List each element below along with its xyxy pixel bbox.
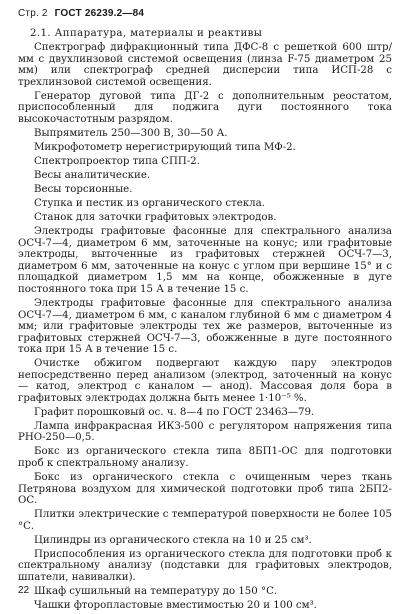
page-header <box>18 8 144 19</box>
paragraph: Шкаф сушильный на температуру до 150 °С. <box>34 585 278 597</box>
paragraph: Лампа инфракрасная ИКЗ-500 с регулятором напряжения типа РНО-250—0,5. <box>18 420 392 444</box>
paragraph: Ступка и пестик из органического стекла. <box>34 198 265 210</box>
paragraph: Микрофотометр нерегистрирующий типа МФ-2. <box>34 141 296 153</box>
paragraph: Электроды графитовые фасонные для спектрального анализа ОСЧ-7—4, диаметром 6 мм, заточенные на конус; или графитовые электроды, выточенные из графитовых стержней ОСЧ-7—3, диаметром 6 мм, заточенные на конус с углом при вершине 15° и с площадкой диаметром 1,5 мм на конце, обожженные в дуге постоянного тока при 15 А в течение 15 с. <box>18 226 392 295</box>
document-body <box>18 28 392 614</box>
paragraph: Спектропроектор типа СПП-2. <box>34 155 200 167</box>
paragraph: Графит порошковый ос. ч. 8—4 по ГОСТ 23463—79. <box>34 406 315 418</box>
page-number: 22 <box>18 585 30 596</box>
paragraph: Плитки электрические с температурой поверхности не более 105 °С. <box>18 509 392 532</box>
paragraph: Весы торсионные. <box>34 184 133 196</box>
paragraph: Бокс из органического стекла типа 8БП1-ОС для подготовки проб к спектральному анализу. <box>18 446 392 469</box>
paragraph: Электроды графитовые фасонные для спектрального анализа ОСЧ-7—4, диаметром 6 мм, с каналом глубиной 6 мм с диаметром 4 мм; или графитовые электроды тех же размеров, выточенные из графитовых стержней ОСЧ-7—3, обожженные в дуге постоянного тока при 15 А в течение 15 с. <box>18 298 392 356</box>
paragraph: Станок для заточки графитовых электродов. <box>34 212 277 224</box>
paragraph: Чашки фторопластовые вместимостью 20 и 100 см³. <box>34 599 317 611</box>
paragraph: Весы аналитические. <box>34 170 151 182</box>
paragraph: Спектрограф дифракционный типа ДФС-8 с решеткой 600 штр/мм с двухлинзовой системой освещения (линза F-75 диаметром 25 мм) или спектрограф средней дисперсии типа ИСП-28 с трехлинзовой системой освещения. <box>18 42 392 88</box>
standard-number: ГОСТ 26239.2—84 <box>54 8 145 19</box>
paragraph: Цилиндры из органического стекла на 10 и 25 см³. <box>34 534 312 546</box>
paragraph: Выпрямитель 250—300 В, 30—50 А. <box>34 127 228 139</box>
page-label: Стр. 2 <box>18 8 48 19</box>
paragraph: Генератор дуговой типа ДГ-2 с дополнительным реостатом, приспособленный для поджига дуги постоянного тока высокочастотным разрядом. <box>18 90 392 125</box>
section-heading: 2.1. Аппаратура, материалы и реактивы <box>30 28 263 39</box>
paragraph: Очистке обжигом подвергают каждую пару электродов непосредственно перед анализом (электрод, заточенный на конус — катод, электрод с каналом — анод). Массовая доля бора в графитовых электродах должна быть менее 1·10⁻⁵ %. <box>18 358 392 404</box>
paragraph: Бокс из органического стекла с очищенным через ткань Петрянова воздухом для химической подготовки проб типа 2БП2-ОС. <box>18 472 392 506</box>
paragraph: Приспособления из органического стекла для подготовки проб к спектральному анализу (подставки для графитовых электродов, шпатели, навивалки). <box>18 548 392 583</box>
